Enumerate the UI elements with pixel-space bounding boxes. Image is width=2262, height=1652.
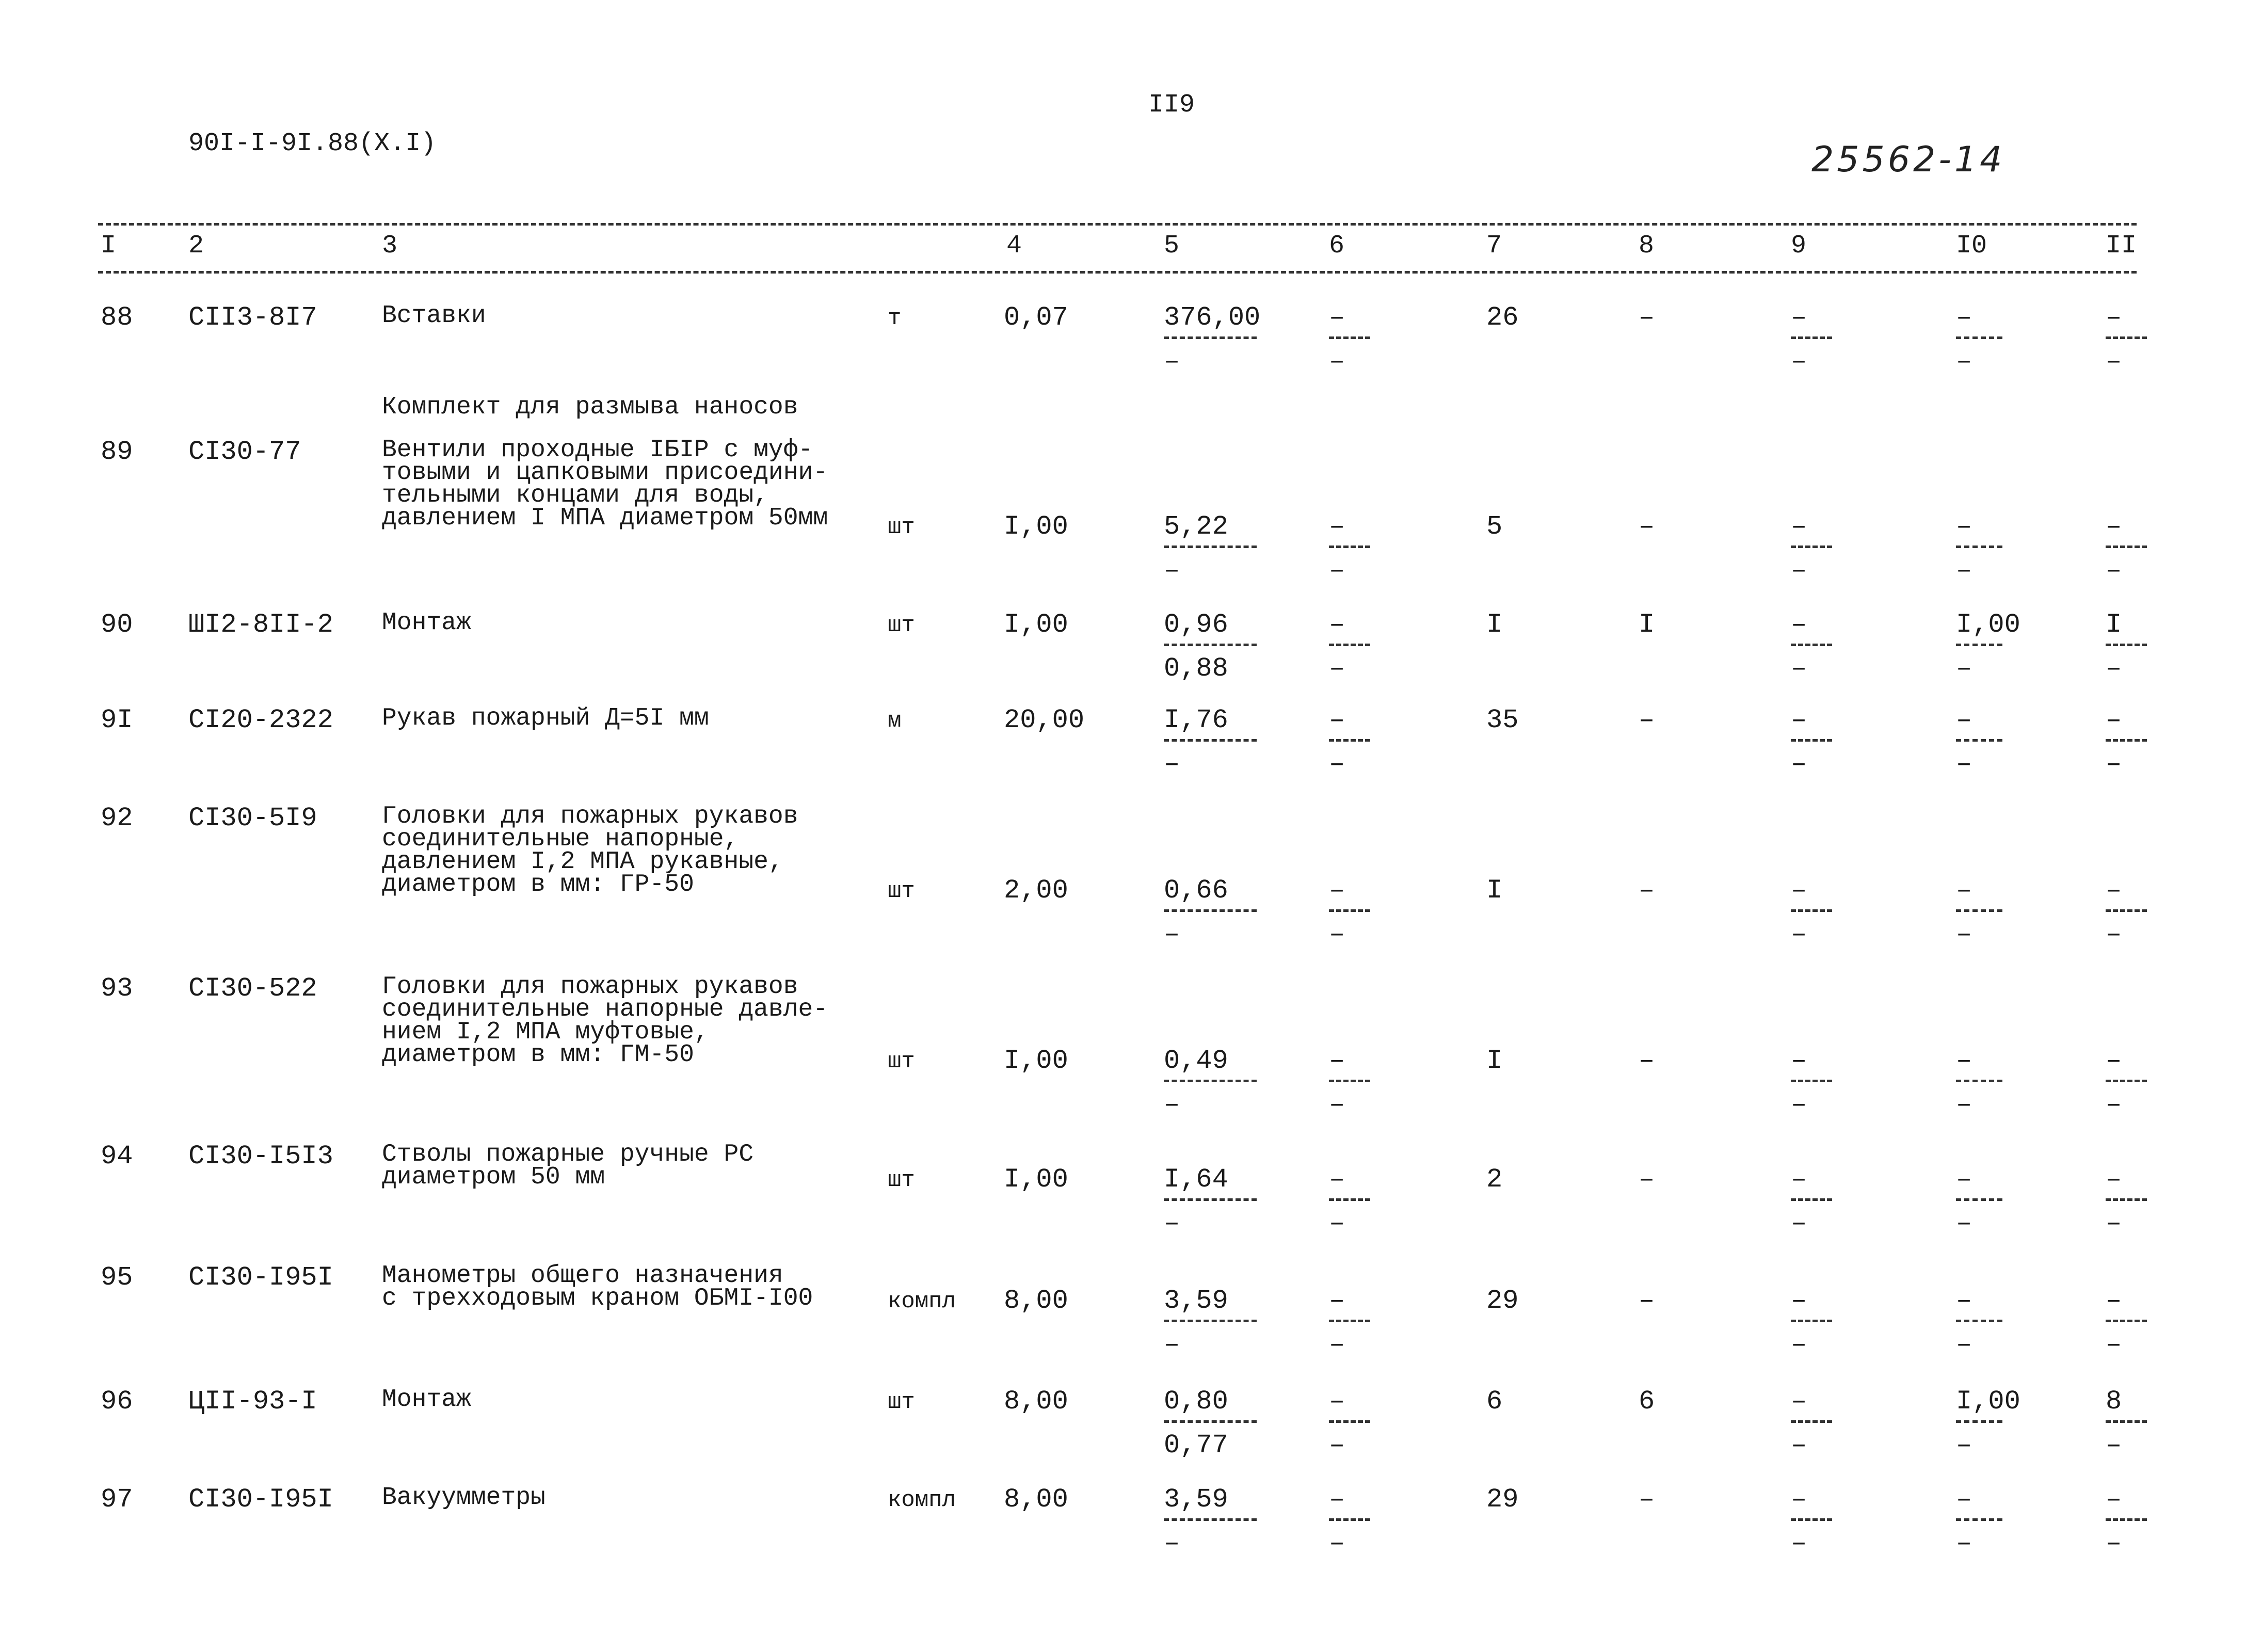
item-description: Вентили проходные IБIР с муф- товыми и цапковыми присоедини- тельными концами для воды, давлением I МПА диаметром 50мм bbox=[382, 436, 828, 532]
fraction-line bbox=[1164, 909, 1257, 912]
col6-lower: – bbox=[1329, 1329, 1345, 1360]
fraction-line bbox=[2106, 1080, 2147, 1082]
unit-price: 0,66 bbox=[1164, 875, 1228, 906]
price-code: СI30-I5I3 bbox=[188, 1141, 333, 1172]
fraction-line bbox=[1791, 1080, 1832, 1082]
col11-value: I bbox=[2106, 610, 2122, 640]
item-description: Монтаж bbox=[382, 609, 471, 637]
col6-value: – bbox=[1329, 1386, 1345, 1417]
col10-lower: – bbox=[1956, 919, 1972, 950]
col7-value: 26 bbox=[1486, 302, 1519, 333]
col8-value: – bbox=[1639, 1046, 1655, 1076]
unit-price-install: 0,77 bbox=[1164, 1430, 1228, 1461]
col9-value: – bbox=[1791, 705, 1807, 735]
fraction-line bbox=[1956, 739, 2002, 742]
unit-price: 376,00 bbox=[1164, 302, 1261, 333]
price-code: СI30-I95I bbox=[188, 1484, 333, 1515]
unit: шт bbox=[888, 1389, 915, 1415]
col11-value: – bbox=[2106, 1164, 2122, 1195]
fraction-line bbox=[1164, 1198, 1257, 1201]
fraction-line bbox=[1329, 1320, 1370, 1322]
column-number-9: 9 bbox=[1791, 231, 1807, 261]
col11-value: – bbox=[2106, 1046, 2122, 1076]
unit: т bbox=[888, 306, 902, 331]
fraction-line bbox=[1164, 1420, 1257, 1423]
item-description: Манометры общего назначения с трехходовым краном ОБМI-I00 bbox=[382, 1262, 813, 1312]
price-code: ЦII-93-I bbox=[188, 1386, 317, 1417]
column-number-3: 3 bbox=[382, 231, 398, 261]
col6-lower: – bbox=[1329, 919, 1345, 950]
unit-price-install: – bbox=[1164, 1208, 1180, 1239]
col9-lower: – bbox=[1791, 919, 1807, 950]
col6-value: – bbox=[1329, 1286, 1345, 1316]
col6-value: – bbox=[1329, 1046, 1345, 1076]
col10-lower: – bbox=[1956, 1089, 1972, 1120]
header-top-rule bbox=[98, 223, 2137, 226]
col8-value: – bbox=[1639, 705, 1655, 735]
col7-value: 6 bbox=[1486, 1386, 1503, 1417]
col10-lower: – bbox=[1956, 653, 1972, 684]
fraction-line bbox=[1329, 1420, 1370, 1423]
col10-value: – bbox=[1956, 705, 1972, 735]
price-code: СI20-2322 bbox=[188, 705, 333, 735]
fraction-line bbox=[1791, 1320, 1832, 1322]
quantity: 8,00 bbox=[1004, 1386, 1068, 1417]
unit: шт bbox=[888, 1049, 915, 1074]
col9-lower: – bbox=[1791, 346, 1807, 377]
unit-price-install: – bbox=[1164, 1089, 1180, 1120]
col9-value: – bbox=[1791, 1286, 1807, 1316]
col10-lower: – bbox=[1956, 1430, 1972, 1461]
col6-lower: – bbox=[1329, 1430, 1345, 1461]
fraction-line bbox=[1329, 644, 1370, 646]
fraction-line bbox=[1791, 909, 1832, 912]
sheet-number: 25562-14 bbox=[1811, 139, 2006, 180]
col9-lower: – bbox=[1791, 1528, 1807, 1559]
fraction-line bbox=[1164, 336, 1257, 339]
col11-lower: – bbox=[2106, 555, 2122, 586]
quantity: 8,00 bbox=[1004, 1484, 1068, 1515]
col6-lower: – bbox=[1329, 555, 1345, 586]
fraction-line bbox=[1164, 644, 1257, 646]
unit-price: 0,49 bbox=[1164, 1046, 1228, 1076]
fraction-line bbox=[1791, 1420, 1832, 1423]
fraction-line bbox=[2106, 336, 2147, 339]
row-number: 94 bbox=[101, 1141, 133, 1172]
col10-value: – bbox=[1956, 1484, 1972, 1515]
col6-value: – bbox=[1329, 511, 1345, 542]
fraction-line bbox=[1164, 546, 1257, 548]
fraction-line bbox=[1164, 1320, 1257, 1322]
col9-value: – bbox=[1791, 1484, 1807, 1515]
unit-price: 0,80 bbox=[1164, 1386, 1228, 1417]
fraction-line bbox=[1956, 1518, 2002, 1521]
item-description: Вакуумметры bbox=[382, 1484, 546, 1512]
row-number: 97 bbox=[101, 1484, 133, 1515]
price-code: СI30-I95I bbox=[188, 1262, 333, 1293]
quantity: I,00 bbox=[1004, 1164, 1068, 1195]
fraction-line bbox=[1329, 336, 1370, 339]
fraction-line bbox=[2106, 546, 2147, 548]
col6-value: – bbox=[1329, 1164, 1345, 1195]
col9-value: – bbox=[1791, 511, 1807, 542]
col10-value: – bbox=[1956, 1046, 1972, 1076]
price-code: СI30-5I9 bbox=[188, 803, 317, 833]
col10-value: – bbox=[1956, 1286, 1972, 1316]
item-description: Стволы пожарные ручные РС диаметром 50 мм bbox=[382, 1141, 754, 1191]
unit: шт bbox=[888, 878, 915, 904]
col9-value: – bbox=[1791, 302, 1807, 333]
fraction-line bbox=[1791, 336, 1832, 339]
unit-price-install: – bbox=[1164, 919, 1180, 950]
unit-price-install: – bbox=[1164, 555, 1180, 586]
column-number-7: 7 bbox=[1486, 231, 1502, 261]
unit-price-install: – bbox=[1164, 1528, 1180, 1559]
col8-value: – bbox=[1639, 1164, 1655, 1195]
fraction-line bbox=[2106, 1518, 2147, 1521]
fraction-line bbox=[1791, 1518, 1832, 1521]
col8-value: – bbox=[1639, 511, 1655, 542]
row-number: 95 bbox=[101, 1262, 133, 1293]
col9-lower: – bbox=[1791, 555, 1807, 586]
fraction-line bbox=[1956, 1320, 2002, 1322]
fraction-line bbox=[2106, 909, 2147, 912]
unit: м bbox=[888, 708, 902, 734]
item-description: Рукав пожарный Д=5I мм bbox=[382, 704, 709, 732]
col6-value: – bbox=[1329, 1484, 1345, 1515]
col8-value: – bbox=[1639, 302, 1655, 333]
fraction-line bbox=[2106, 1320, 2147, 1322]
col6-value: – bbox=[1329, 302, 1345, 333]
col6-lower: – bbox=[1329, 1089, 1345, 1120]
col6-lower: – bbox=[1329, 1528, 1345, 1559]
fraction-line bbox=[2106, 1420, 2147, 1423]
quantity: I,00 bbox=[1004, 1046, 1068, 1076]
col7-value: 29 bbox=[1486, 1286, 1519, 1316]
row-number: 88 bbox=[101, 302, 133, 333]
unit-price: 3,59 bbox=[1164, 1286, 1228, 1316]
col9-lower: – bbox=[1791, 749, 1807, 779]
col8-value: – bbox=[1639, 1286, 1655, 1316]
unit-price-install: – bbox=[1164, 749, 1180, 779]
col8-value: – bbox=[1639, 1484, 1655, 1515]
col10-lower: – bbox=[1956, 555, 1972, 586]
col9-value: – bbox=[1791, 610, 1807, 640]
item-description: Монтаж bbox=[382, 1386, 471, 1414]
column-number-6: 6 bbox=[1329, 231, 1345, 261]
col11-lower: – bbox=[2106, 346, 2122, 377]
col10-lower: – bbox=[1956, 346, 1972, 377]
fraction-line bbox=[1791, 644, 1832, 646]
col8-value: – bbox=[1639, 875, 1655, 906]
unit-price-install: – bbox=[1164, 1329, 1180, 1360]
col11-value: – bbox=[2106, 1484, 2122, 1515]
item-description: Вставки bbox=[382, 302, 486, 330]
fraction-line bbox=[1791, 546, 1832, 548]
quantity: 8,00 bbox=[1004, 1286, 1068, 1316]
column-number-5: 5 bbox=[1164, 231, 1180, 261]
quantity: 20,00 bbox=[1004, 705, 1085, 735]
col7-value: I bbox=[1486, 875, 1503, 906]
quantity: I,00 bbox=[1004, 610, 1068, 640]
column-number-1: I bbox=[101, 231, 117, 261]
col9-value: – bbox=[1791, 875, 1807, 906]
col11-value: – bbox=[2106, 705, 2122, 735]
col10-value: – bbox=[1956, 875, 1972, 906]
col11-lower: – bbox=[2106, 749, 2122, 779]
col6-value: – bbox=[1329, 875, 1345, 906]
fraction-line bbox=[2106, 1198, 2147, 1201]
unit-price-install: – bbox=[1164, 346, 1180, 377]
col11-lower: – bbox=[2106, 1430, 2122, 1461]
col9-lower: – bbox=[1791, 1208, 1807, 1239]
unit-price: 0,96 bbox=[1164, 610, 1228, 640]
col7-value: 2 bbox=[1486, 1164, 1503, 1195]
col10-lower: – bbox=[1956, 1329, 1972, 1360]
col11-value: – bbox=[2106, 875, 2122, 906]
fraction-line bbox=[1329, 739, 1370, 742]
row-number: 90 bbox=[101, 610, 133, 640]
col11-value: – bbox=[2106, 1286, 2122, 1316]
quantity: 2,00 bbox=[1004, 875, 1068, 906]
fraction-line bbox=[1329, 909, 1370, 912]
column-number-4: 4 bbox=[1006, 231, 1022, 261]
col9-value: – bbox=[1791, 1164, 1807, 1195]
col10-value: – bbox=[1956, 302, 1972, 333]
col10-value: – bbox=[1956, 511, 1972, 542]
col9-value: – bbox=[1791, 1386, 1807, 1417]
col6-lower: – bbox=[1329, 749, 1345, 779]
fraction-line bbox=[1164, 1080, 1257, 1082]
fraction-line bbox=[1956, 1420, 2002, 1423]
col7-value: I bbox=[1486, 1046, 1503, 1076]
col6-value: – bbox=[1329, 610, 1345, 640]
unit-price: I,64 bbox=[1164, 1164, 1228, 1195]
col8-value: I bbox=[1639, 610, 1655, 640]
price-code: СI30-522 bbox=[188, 973, 317, 1004]
fraction-line bbox=[1164, 1518, 1257, 1521]
unit-price: I,76 bbox=[1164, 705, 1228, 735]
col9-lower: – bbox=[1791, 1089, 1807, 1120]
col9-lower: – bbox=[1791, 653, 1807, 684]
fraction-line bbox=[1956, 336, 2002, 339]
col7-value: 5 bbox=[1486, 511, 1503, 542]
unit: компл bbox=[888, 1289, 956, 1314]
unit-price: 5,22 bbox=[1164, 511, 1228, 542]
fraction-line bbox=[1329, 546, 1370, 548]
quantity: 0,07 bbox=[1004, 302, 1068, 333]
fraction-line bbox=[1791, 1198, 1832, 1201]
document-code: 90I-I-9I.88(X.I) bbox=[188, 129, 437, 158]
header-bottom-rule bbox=[98, 271, 2137, 274]
unit: компл bbox=[888, 1487, 956, 1513]
column-number-2: 2 bbox=[188, 231, 204, 261]
col9-lower: – bbox=[1791, 1329, 1807, 1360]
column-number-8: 8 bbox=[1639, 231, 1655, 261]
col10-lower: – bbox=[1956, 1528, 1972, 1559]
fraction-line bbox=[1956, 909, 2002, 912]
col6-lower: – bbox=[1329, 346, 1345, 377]
col7-value: I bbox=[1486, 610, 1503, 640]
col11-value: 8 bbox=[2106, 1386, 2122, 1417]
col11-lower: – bbox=[2106, 1528, 2122, 1559]
row-number: 93 bbox=[101, 973, 133, 1004]
unit: шт bbox=[888, 613, 915, 638]
quantity: I,00 bbox=[1004, 511, 1068, 542]
col6-lower: – bbox=[1329, 653, 1345, 684]
col7-value: 35 bbox=[1486, 705, 1519, 735]
unit-price-install: 0,88 bbox=[1164, 653, 1228, 684]
row-number: 92 bbox=[101, 803, 133, 833]
fraction-line bbox=[1164, 739, 1257, 742]
col11-lower: – bbox=[2106, 1329, 2122, 1360]
col11-lower: – bbox=[2106, 1089, 2122, 1120]
col9-lower: – bbox=[1791, 1430, 1807, 1461]
col11-lower: – bbox=[2106, 919, 2122, 950]
unit: шт bbox=[888, 515, 915, 540]
col11-value: – bbox=[2106, 302, 2122, 333]
col10-lower: – bbox=[1956, 749, 1972, 779]
fraction-line bbox=[1329, 1198, 1370, 1201]
item-description: Головки для пожарных рукавов соединительные напорные давле- нием I,2 МПА муфтовые, диаметром в мм: ГМ-50 bbox=[382, 973, 828, 1069]
fraction-line bbox=[2106, 644, 2147, 646]
unit-price: 3,59 bbox=[1164, 1484, 1228, 1515]
fraction-line bbox=[1956, 644, 2002, 646]
fraction-line bbox=[1791, 739, 1832, 742]
col10-value: – bbox=[1956, 1164, 1972, 1195]
price-code: СI30-77 bbox=[188, 437, 301, 467]
page-number: II9 bbox=[1148, 90, 1195, 120]
col10-value: I,00 bbox=[1956, 1386, 2020, 1417]
unit: шт bbox=[888, 1167, 915, 1193]
row-number: 9I bbox=[101, 705, 133, 735]
col11-lower: – bbox=[2106, 653, 2122, 684]
fraction-line bbox=[1956, 1198, 2002, 1201]
col6-value: – bbox=[1329, 705, 1345, 735]
col10-lower: – bbox=[1956, 1208, 1972, 1239]
column-number-10: I0 bbox=[1956, 231, 1987, 261]
fraction-line bbox=[1956, 1080, 2002, 1082]
col10-value: I,00 bbox=[1956, 610, 2020, 640]
item-description: Головки для пожарных рукавов соединительные напорные, давлением I,2 МПА рукавные, диаметром в мм: ГР-50 bbox=[382, 803, 798, 899]
col11-lower: – bbox=[2106, 1208, 2122, 1239]
price-code: СII3-8I7 bbox=[188, 302, 317, 333]
fraction-line bbox=[1329, 1080, 1370, 1082]
col11-value: – bbox=[2106, 511, 2122, 542]
column-number-11: II bbox=[2106, 231, 2137, 261]
fraction-line bbox=[2106, 739, 2147, 742]
col8-value: 6 bbox=[1639, 1386, 1655, 1417]
section-title: Комплект для размыва наносов bbox=[382, 393, 798, 421]
fraction-line bbox=[1956, 546, 2002, 548]
col9-value: – bbox=[1791, 1046, 1807, 1076]
col6-lower: – bbox=[1329, 1208, 1345, 1239]
fraction-line bbox=[1329, 1518, 1370, 1521]
row-number: 89 bbox=[101, 437, 133, 467]
row-number: 96 bbox=[101, 1386, 133, 1417]
col7-value: 29 bbox=[1486, 1484, 1519, 1515]
price-code: ШI2-8II-2 bbox=[188, 610, 333, 640]
